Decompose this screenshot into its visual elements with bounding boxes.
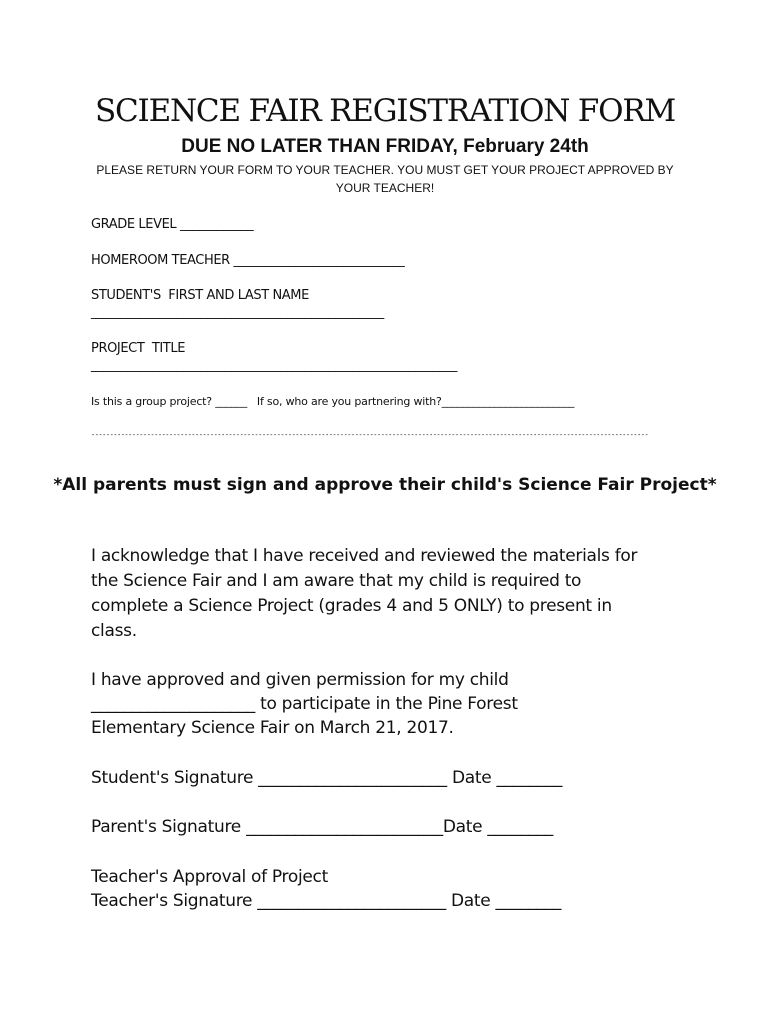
- due-date-heading: DUE NO LATER THAN FRIDAY, February 24th: [181, 136, 589, 157]
- acknowledge-line-1: I acknowledge that I have received and reviewed the materials for: [91, 546, 638, 566]
- teacher-approval-label: Teacher's Approval of Project: [91, 867, 328, 887]
- acknowledge-line-4: class.: [91, 621, 137, 641]
- project-title-line[interactable]: ____________________________________________________________: [91, 358, 458, 373]
- parent-sign-notice: *All parents must sign and approve their child's Science Fair Project*: [53, 475, 717, 495]
- teacher-signature-field[interactable]: Teacher's Signature _______________________ Date ________: [91, 891, 562, 911]
- student-name-label: STUDENT'S FIRST AND LAST NAME: [91, 288, 309, 303]
- acknowledge-line-3: complete a Science Project (grades 4 and 5 ONLY) to present in: [91, 596, 612, 616]
- student-signature-field[interactable]: Student's Signature _______________________ Date ________: [91, 768, 563, 788]
- student-name-line[interactable]: ________________________________________________: [91, 305, 384, 320]
- permission-line-3: Elementary Science Fair on March 21, 2017.: [91, 718, 454, 738]
- cut-separator: ------------------------------------------------------------------------------------------------------------------------------------------------------: [91, 431, 649, 439]
- grade-level-field[interactable]: GRADE LEVEL ____________: [91, 217, 254, 232]
- parent-signature-field[interactable]: Parent's Signature ________________________Date ________: [91, 817, 554, 837]
- homeroom-teacher-field[interactable]: HOMEROOM TEACHER ____________________________: [91, 253, 405, 268]
- acknowledge-line-2: the Science Fair and I am aware that my child is required to: [91, 571, 582, 591]
- permission-line-1: I have approved and given permission for my child: [91, 670, 509, 690]
- child-name-field[interactable]: ____________________ to participate in the Pine Forest: [91, 694, 518, 714]
- return-instructions: PLEASE RETURN YOUR FORM TO YOUR TEACHER. YOU MUST GET YOUR PROJECT APPROVED BY YOUR TEACHER!: [96, 163, 674, 195]
- group-project-field[interactable]: Is this a group project? ______ If so, who are you partnering with?_________________________: [91, 395, 575, 408]
- project-title-label: PROJECT TITLE: [91, 341, 186, 356]
- form-title: SCIENCE FAIR REGISTRATION FORM: [94, 93, 676, 129]
